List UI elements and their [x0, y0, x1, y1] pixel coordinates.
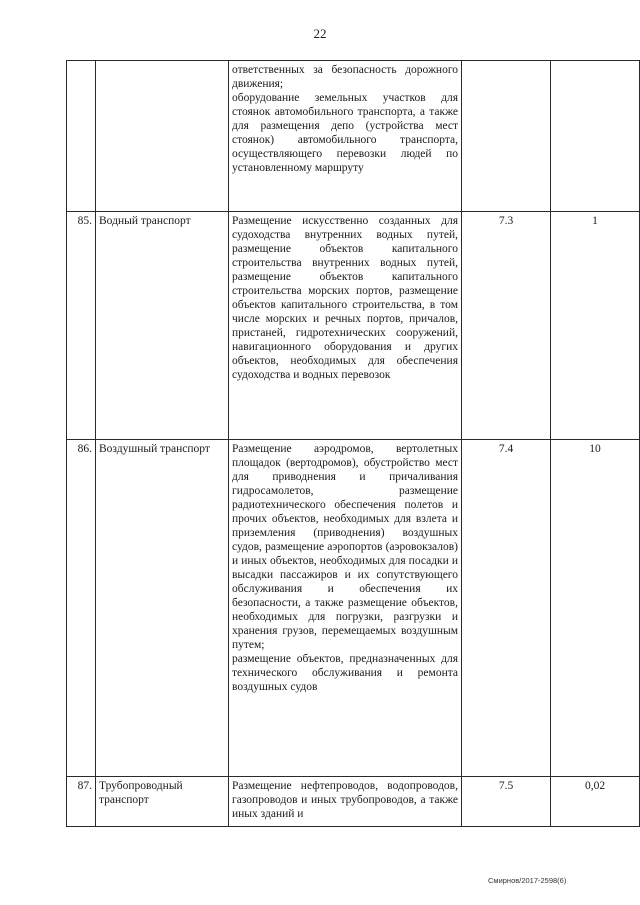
description-paragraph: размещение объектов, предназначенных для технического обслуживания и ремонта воздушных судов	[232, 653, 458, 693]
row-description	[229, 212, 462, 440]
row-number: 85.	[67, 212, 96, 440]
land-use-table	[66, 60, 640, 827]
row-code: 7.5	[462, 777, 551, 827]
row-description	[229, 777, 462, 827]
description-paragraph: Размещение нефтепроводов, водопроводов, газопроводов и иных трубопроводов, а также иных зданий и	[232, 780, 458, 820]
table-row	[67, 777, 640, 827]
description-paragraph: ответственных за безопасность дорожного движения;	[232, 64, 458, 90]
table-row	[67, 61, 640, 212]
description-paragraph: оборудование земельных участков для стоянок автомобильного транспорта, а также для размещения депо (устройства мест стоянок) автомобильного транспорта, осуществляющего перевозки людей по установленному маршруту	[232, 92, 458, 174]
description-paragraph: Размещение искусственно созданных для судоходства внутренних водных путей, размещение объектов капитального строительства внутренних водных путей, размещение объектов капитального строительства морских портов, размещение объектов капитального строительства, в том числе морских и речных портов, причалов, пристаней, гидротехнических сооружений, навигационного оборудования и других объектов, необходимых для обеспечения судоходства и водных перевозок	[232, 215, 458, 381]
row-value: 0,02	[551, 777, 640, 827]
row-code	[462, 61, 551, 212]
row-value: 1	[551, 212, 640, 440]
row-number: 86.	[67, 440, 96, 777]
row-code: 7.4	[462, 440, 551, 777]
table-row	[67, 212, 640, 440]
row-name: Водный транспорт	[96, 212, 229, 440]
page-number: 22	[313, 26, 327, 41]
description-paragraph: Размещение аэродромов, вертолетных площадок (вертодромов), обустройство мест для приводнения и причаливания гидросамолетов, размещение радиотехнического обеспечения полетов и прочих объектов, необходимых для взлета и приземления (приводнения) воздушных судов, размещение аэропортов (аэровокзалов) и иных объектов, необходимых для посадки и высадки пассажиров и их сопутствующего обслуживания и обеспечения их безопасности, а также размещение объектов, необходимых для погрузки, разгрузки и хранения грузов, перемещаемых воздушным путем;	[232, 443, 458, 651]
row-description	[229, 61, 462, 212]
row-value: 10	[551, 440, 640, 777]
document-stamp: Смирнов/2017-2598(6)	[488, 876, 567, 885]
row-number: 87.	[67, 777, 96, 827]
row-number	[67, 61, 96, 212]
row-name: Трубопроводный транспорт	[96, 777, 229, 827]
row-name	[96, 61, 229, 212]
table-row	[67, 440, 640, 777]
row-value	[551, 61, 640, 212]
row-description	[229, 440, 462, 777]
row-code: 7.3	[462, 212, 551, 440]
row-name: Воздушный транспорт	[96, 440, 229, 777]
